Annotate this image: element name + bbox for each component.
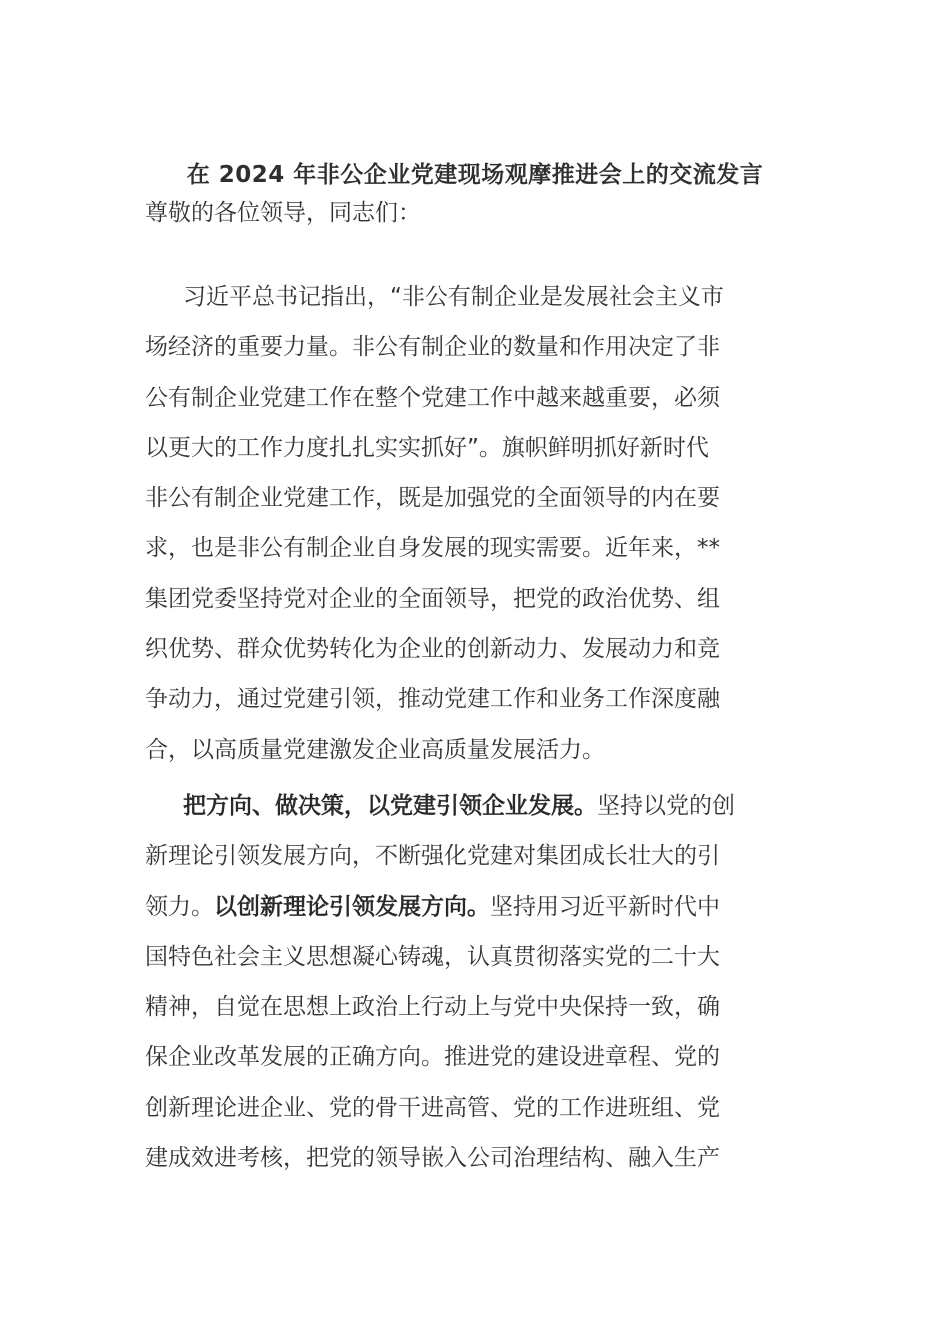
document-title: 在 2024 年非公企业党建现场观摩推进会上的交流发言 xyxy=(186,162,764,188)
paragraph-line: 合，以高质量党建激发企业高质量发展活力。 xyxy=(145,736,605,763)
paragraph-direction xyxy=(145,781,807,1183)
paragraph-line: 织优势、群众优势转化为企业的创新动力、发展动力和竞 xyxy=(145,636,720,663)
paragraph-line: 新理论引领发展方向，不断强化党建对集团成长壮大的引 xyxy=(145,843,720,870)
section-heading: 把方向、做决策，以党建引领企业发展。 xyxy=(183,793,597,819)
paragraph-line: 公有制企业党建工作在整个党建工作中越来越重要，必须 xyxy=(145,384,720,411)
paragraph-line: 集团党委坚持党对企业的全面领导，把党的政治优势、组 xyxy=(145,585,720,612)
paragraph-line: 求，也是非公有制企业自身发展的现实需要。近年来，** xyxy=(145,535,720,562)
paragraph-text: 领力。 xyxy=(145,893,214,920)
paragraph-line: 非公有制企业党建工作，既是加强党的全面领导的内在要 xyxy=(145,485,720,512)
paragraph-line: 场经济的重要力量。非公有制企业的数量和作用决定了非 xyxy=(145,334,720,361)
paragraph-line: 以更大的工作力度扎扎实实抓好”。旗帜鲜明抓好新时代 xyxy=(145,434,709,461)
salutation: 尊敬的各位领导，同志们： xyxy=(145,200,421,226)
paragraph-line: 国特色社会主义思想凝心铸魂，认真贯彻落实党的二十大 xyxy=(145,943,720,970)
paragraph-line: 习近平总书记指出，“非公有制企业是发展社会主义市 xyxy=(183,284,724,310)
paragraph-line xyxy=(145,781,807,831)
paragraph-line xyxy=(145,882,807,932)
paragraph-line: 建成效进考核，把党的领导嵌入公司治理结构、融入生产 xyxy=(145,1145,720,1172)
paragraph-line: 争动力，通过党建引领，推动党建工作和业务工作深度融 xyxy=(145,686,720,713)
paragraph-line: 保企业改革发展的正确方向。推进党的建设进章程、党的 xyxy=(145,1044,720,1071)
paragraph-line: 精神，自觉在思想上政治上行动上与党中央保持一致，确 xyxy=(145,994,720,1021)
paragraph-text: 坚持以党的创 xyxy=(597,793,735,819)
paragraph-intro xyxy=(145,272,807,775)
paragraph-text: 坚持用习近平新时代中 xyxy=(490,893,720,920)
paragraph-line: 创新理论进企业、党的骨干进高管、党的工作进班组、党 xyxy=(145,1094,720,1121)
subsection-heading: 以创新理论引领发展方向。 xyxy=(214,893,490,920)
